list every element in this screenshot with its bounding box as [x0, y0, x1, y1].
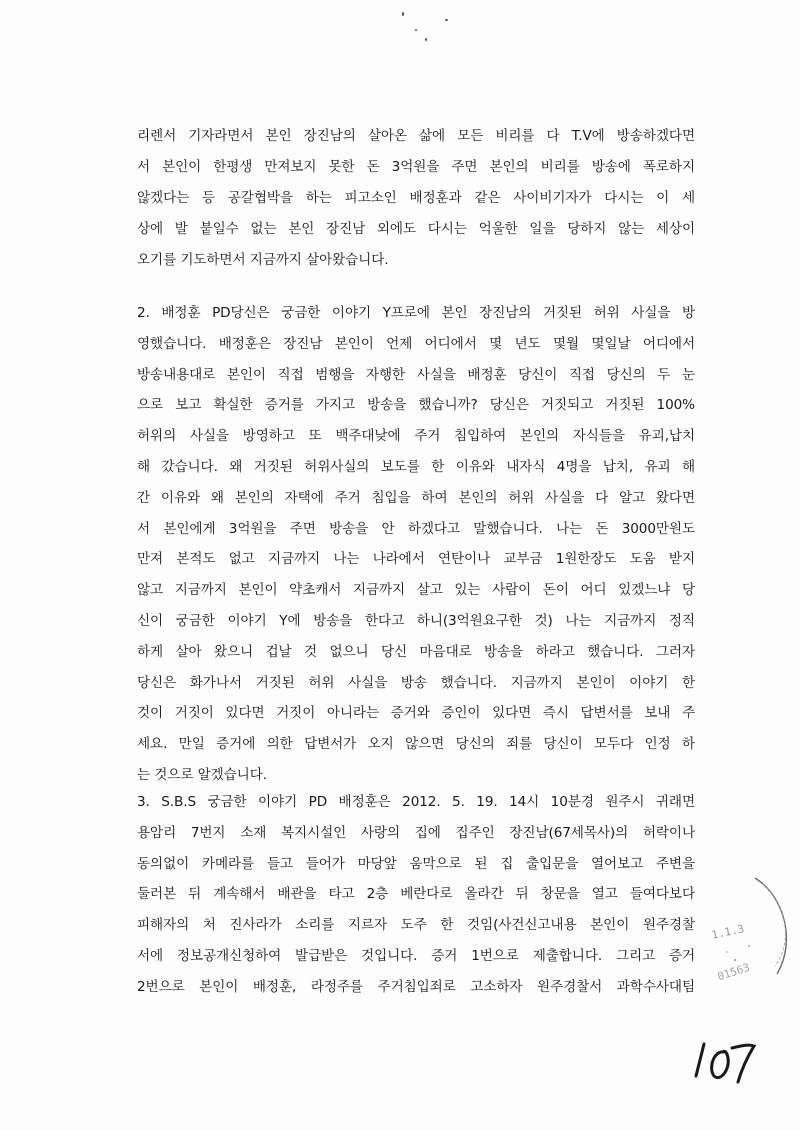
scan-speck: [415, 29, 417, 31]
svg-text:01563: 01563: [715, 960, 752, 984]
text-line: 용암리 7번지 소재 복지시설인 사랑의 집에 집주인 장진남(67세목사)의 허락이나: [137, 824, 695, 841]
text-line: 않겠다는 등 공갈협박을 하는 피고소인 배정훈과 같은 사이비기자가 다시는 이 세: [137, 190, 696, 206]
text-line: 당신은 화가나서 거짓된 허위 사실을 방송 했습니다. 지금까지 본인이 이야기 한: [137, 674, 695, 691]
scan-speck: [402, 12, 404, 16]
text-line: 리렌서 기자라면서 본인 장진남의 살아온 삶에 모든 비리를 다 T.V에 방송하겠다면: [137, 128, 695, 144]
scan-speck: [445, 19, 448, 21]
text-line: 둘러본 뒤 계속해서 배관을 타고 2층 베란다로 올라간 뒤 창문을 열고 들여다보다: [137, 886, 695, 903]
text-line: 오기를 기도하면서 지금까지 살아왔습니다.: [137, 252, 389, 268]
text-line: 피해자의 처 진사라가 소리를 지르자 도주 한 것임(사건신고내용 본인이 원주경찰: [137, 917, 695, 934]
text-line: 만져 본적도 없고 지금까지 나는 나라에서 연탄이나 교부금 1원한장도 도움 받지: [137, 551, 695, 568]
paragraph-2: [137, 305, 695, 783]
text-line: 허위의 사실을 방영하고 또 백주대낮에 주거 침입하여 본인의 자식들을 유괴,납치: [137, 428, 695, 445]
text-line: 서 본인이 한평생 만져보지 못한 돈 3억원을 주면 본인의 비리를 방송에 폭로하지: [137, 159, 695, 175]
text-line: 상에 발 붙일수 없는 본인 장진남 외에도 다시는 억울한 일을 당하지 않는 세상이: [137, 221, 695, 237]
text-line: 하게 살아 왔으니 겁날 것 없으니 당신 마음대로 방송을 하라고 했습니다. 그러자: [137, 643, 695, 660]
text-line: 는 것으로 알겠습니다.: [137, 766, 267, 783]
text-line: 2번으로 본인이 배정훈, 라정주를 주거침입죄로 고소하자 원주경찰서 과학수사대팀: [137, 978, 695, 995]
text-line: 3. S.B.S 궁금한 이야기 PD 배정훈은 2012. 5. 19. 14시 10분경 원주시 귀래면: [137, 794, 695, 810]
paragraph-3: [137, 794, 695, 995]
handwritten-page-number: [688, 1030, 758, 1085]
text-line: 으로 보고 확실한 증거를 가지고 방송을 했습니까? 당신은 거짓되고 거짓된 100%: [137, 397, 695, 414]
paragraph-1: [137, 128, 695, 268]
text-line: 서 본인에게 3억원을 주면 방송을 안 하겠다고 말했습니다. 나는 돈 3000만원도: [137, 520, 695, 537]
text-line: 방송내용대로 본인이 직접 범행을 자행한 사실을 배정훈 당신이 직접 당신의 두 눈: [137, 366, 695, 383]
faint-stamp: [705, 870, 793, 990]
svg-text:1.1.3: 1.1.3: [710, 922, 746, 942]
text-line: 해 갔습니다. 왜 거짓된 허위사실의 보도를 한 이유와 내자식 4명을 납치, 유괴 해: [137, 458, 695, 475]
text-line: 것이 거짓이 있다면 거짓이 아니라는 증거와 증인이 있다면 즉시 답변서를 보내 주: [137, 705, 695, 722]
text-line: 세요. 만일 증거에 의한 답변서가 오지 않으면 당신의 죄를 당신이 모두다 인정 하: [137, 736, 695, 753]
text-line: 서에 정보공개신청하여 발급받은 것입니다. 증거 1번으로 제출합니다. 그리고 증거: [137, 947, 695, 964]
text-line: 신이 궁금한 이야기 Y에 방송을 한다고 하니(3억원요구한 것) 나는 지금까지 정직: [137, 612, 695, 629]
text-line: 2. 배정훈 PD당신은 궁금한 이야기 Y프로에 본인 장진남의 거짓된 허위 사실을 방: [137, 305, 695, 321]
text-line: 동의없이 카메라를 들고 들어가 마당앞 움막으로 된 집 출입문을 열어보고 주변을: [137, 855, 696, 872]
text-line: 간 이유와 왜 본인의 자택에 주거 침입을 하여 본인의 허위 사실을 다 알고 왔다면: [137, 489, 695, 506]
text-line: 않고 지금까지 본인이 약초캐서 지금까지 살고 있는 사람이 돈이 어디 있겠느냐 당: [137, 582, 695, 599]
scan-speck: [425, 38, 427, 41]
text-line: 영했습니다. 배정훈은 장진남 본인이 언제 어디에서 몇 년도 몇월 몇일날 어디에서: [137, 335, 695, 352]
